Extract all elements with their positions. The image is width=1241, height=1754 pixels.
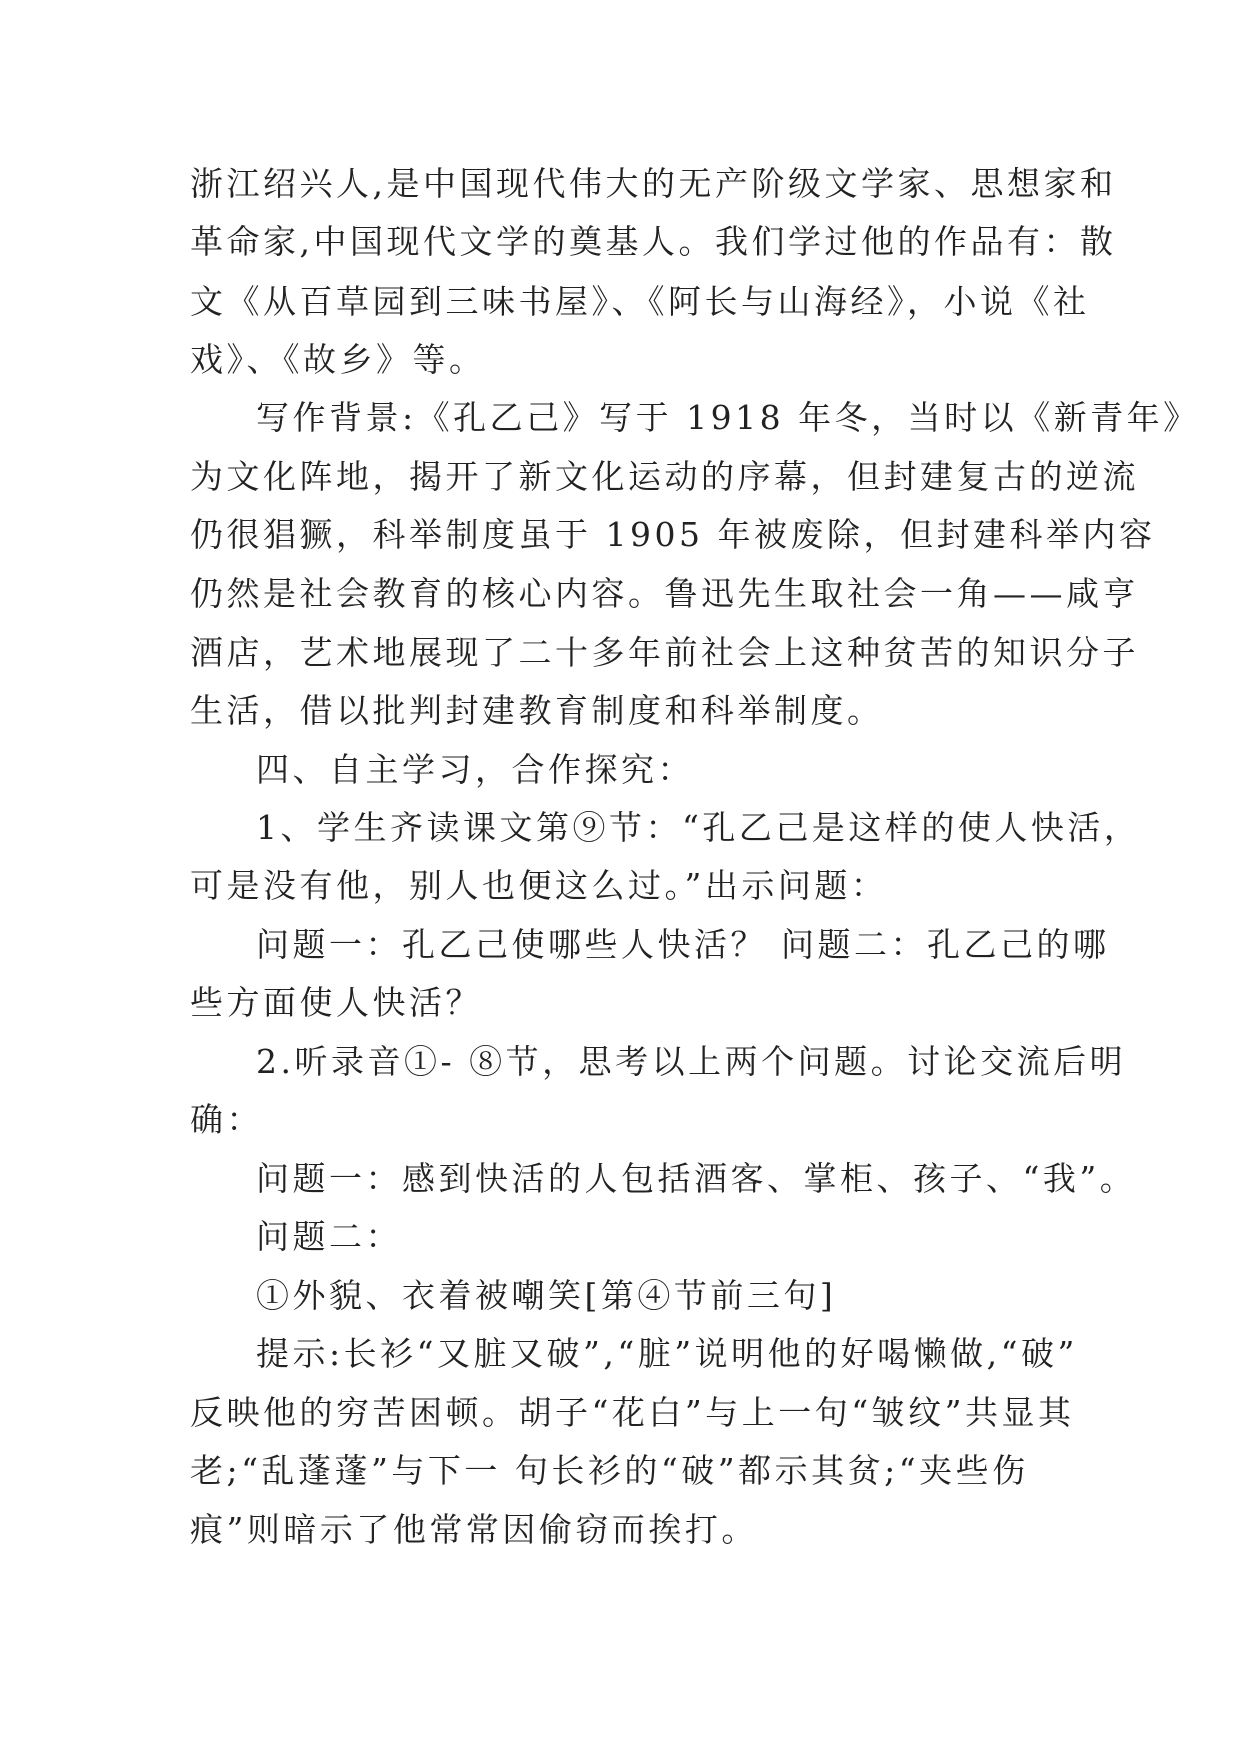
body-text-line: 问题一：孔乙己使哪些人快活？ 问题二：孔乙己的哪: [256, 925, 1110, 964]
body-text-line: 仍然是社会教育的核心内容。鲁迅先生取社会一角——咸亨: [190, 574, 1139, 613]
body-text-line: 反映他的穷苦困顿。胡子“花白”与上一句“皱纹”共显其: [190, 1393, 1075, 1432]
body-text-line: 生活，借以批判封建教育制度和科举制度。: [190, 691, 884, 730]
body-text-line: 1、学生齐读课文第⑨节：“孔乙己是这样的使人快活，: [256, 808, 1141, 847]
body-text-line: 些方面使人快活？: [190, 983, 482, 1022]
body-text-line: 戏》、《故乡》等。: [190, 340, 486, 379]
body-text-line: 文《从百草园到三味书屋》、《阿长与山海经》，小说《社: [190, 282, 1090, 321]
body-text-line: 2.听录音①- ⑧节，思考以上两个问题。讨论交流后明: [256, 1042, 1127, 1081]
body-text-line: 酒店，艺术地展现了二十多年前社会上这种贫苦的知识分子: [190, 633, 1139, 672]
body-text-line: ①外貌、衣着被嘲笑[第④节前三句]: [256, 1276, 837, 1315]
body-text-line: 为文化阵地，揭开了新文化运动的序幕，但封建复古的逆流: [190, 457, 1139, 496]
body-text-line: 问题二：: [256, 1217, 402, 1256]
body-text-line: 革命家,中国现代文学的奠基人。我们学过他的作品有：散: [190, 222, 1117, 261]
body-text-line: 提示:长衫“又脏又破”,“脏”说明他的好喝懒做,“破”: [256, 1334, 1078, 1373]
body-text-line: 浙江绍兴人,是中国现代伟大的无产阶级文学家、思想家和: [190, 164, 1117, 203]
body-text-line: 痕”则暗示了他常常因偷窃而挨打。: [190, 1510, 758, 1549]
body-text-line: 可是没有他，别人也便这么过。”出示问题：: [190, 866, 888, 905]
section-heading: 四、自主学习，合作探究：: [256, 750, 694, 789]
body-text-line: 问题一：感到快活的人包括酒客、掌柜、孩子、“我”。: [256, 1159, 1137, 1198]
body-text-line: 确：: [190, 1100, 263, 1139]
body-text-line: 老;“乱蓬蓬”与下一 句长衫的“破”都示其贫;“夹些伤: [190, 1451, 1029, 1490]
body-text-line: 仍很猖獗，科举制度虽于 1905 年被废除，但封建科举内容: [190, 515, 1156, 554]
body-text-line: 写作背景:《孔乙己》写于 1918 年冬，当时以《新青年》: [256, 398, 1200, 437]
